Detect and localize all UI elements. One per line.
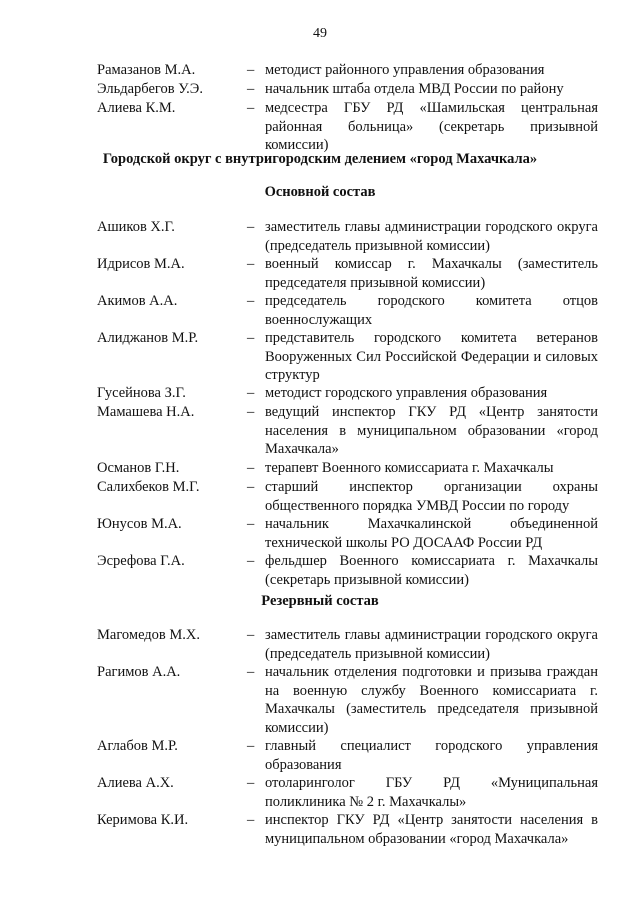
- member-name: Рамазанов М.А.: [97, 62, 196, 78]
- list-item: [0, 99, 640, 155]
- list-item: [0, 255, 640, 292]
- member-name: Салихбеков М.Г.: [97, 479, 200, 495]
- member-description: старший инспектор организации охраны общественного порядка УМВД России по городу: [265, 479, 598, 514]
- member-description: главный специалист городского управления образования: [265, 738, 598, 773]
- dash: –: [247, 219, 255, 235]
- member-description: методист районного управления образования: [265, 62, 545, 78]
- main-members-list: [0, 218, 640, 589]
- dash: –: [247, 627, 255, 643]
- dash: –: [247, 293, 255, 309]
- dash: –: [247, 479, 255, 495]
- reserve-composition-heading: Резервный состав: [261, 593, 379, 609]
- list-item: [0, 774, 640, 811]
- dash: –: [247, 62, 255, 78]
- dash: –: [247, 404, 255, 420]
- list-item: [0, 403, 640, 459]
- main-composition-heading: Основной состав: [264, 184, 376, 200]
- member-name: Османов Г.Н.: [97, 460, 180, 476]
- member-name: Рагимов А.А.: [97, 664, 181, 680]
- member-description: инспектор ГКУ РД «Центр занятости населения в муниципальном образовании «город Махачкала»: [265, 812, 598, 847]
- list-item: [0, 626, 640, 663]
- member-description: начальник Махачкалинской объединенной технической школы РО ДОСААФ России РД: [265, 516, 598, 551]
- list-item: [0, 384, 640, 403]
- city-heading: Городской округ с внутригородским делением «город Махачкала»: [102, 151, 538, 167]
- list-item: [0, 80, 640, 99]
- list-item: [0, 737, 640, 774]
- dash: –: [247, 738, 255, 754]
- list-item: [0, 329, 640, 384]
- member-name: Идрисов М.А.: [97, 256, 185, 272]
- member-description: ведущий инспектор ГКУ РД «Центр занятости населения в муниципальном образовании «город Махачкала»: [265, 404, 598, 457]
- member-description: председатель городского комитета отцов военнослужащих: [265, 293, 598, 328]
- member-description: терапевт Военного комиссариата г. Махачкалы: [265, 460, 554, 476]
- member-description: методист городского управления образования: [265, 385, 548, 401]
- member-description: начальник отделения подготовки и призыва граждан на военную службу Военного комиссариата г. Махачкалы (заместитель председателя призывной комиссии): [265, 664, 598, 736]
- member-description: заместитель главы администрации городского округа (председатель призывной комиссии): [265, 219, 598, 254]
- dash: –: [247, 812, 255, 828]
- reserve-members-list: [0, 626, 640, 848]
- list-item: [0, 515, 640, 552]
- list-item: [0, 292, 640, 329]
- member-name: Аглабов М.Р.: [97, 738, 178, 754]
- dash: –: [247, 100, 255, 116]
- member-description: фельдшер Военного комиссариата г. Махачкалы (секретарь призывной комиссии): [265, 553, 598, 588]
- member-name: Акимов А.А.: [97, 293, 178, 309]
- member-name: Алиева К.М.: [97, 100, 176, 116]
- list-item: [0, 61, 640, 80]
- member-name: Эсрефова Г.А.: [97, 553, 185, 569]
- dash: –: [247, 516, 255, 532]
- list-item: [0, 218, 640, 255]
- page-number: 49: [313, 26, 327, 41]
- dash: –: [247, 81, 255, 97]
- dash: –: [247, 256, 255, 272]
- dash: –: [247, 460, 255, 476]
- member-description: медсестра ГБУ РД «Шамильская центральная районная больница» (секретарь призывной комиссии): [265, 100, 598, 153]
- member-description: военный комиссар г. Махачкалы (заместитель председателя призывной комиссии): [265, 256, 598, 291]
- member-name: Магомедов М.Х.: [97, 627, 201, 643]
- list-item: [0, 478, 640, 515]
- member-name: Ашиков Х.Г.: [97, 219, 175, 235]
- list-item: [0, 811, 640, 848]
- dash: –: [247, 553, 255, 569]
- list-item: [0, 552, 640, 589]
- member-name: Мамашева Н.А.: [97, 404, 195, 420]
- list-item: [0, 459, 640, 478]
- dash: –: [247, 385, 255, 401]
- member-name: Гусейнова З.Г.: [97, 385, 186, 401]
- dash: –: [247, 775, 255, 791]
- member-description: заместитель главы администрации городского округа (председатель призывной комиссии): [265, 627, 598, 662]
- member-description: представитель городского комитета ветеранов Вооруженных Сил Российской Федерации и силовых структур: [265, 330, 598, 383]
- dash: –: [247, 330, 255, 346]
- member-name: Алиева А.Х.: [97, 775, 174, 791]
- member-description: отоларинголог ГБУ РД «Муниципальная поликлиника № 2 г. Махачкалы»: [265, 775, 598, 810]
- member-name: Юнусов М.А.: [97, 516, 182, 532]
- member-name: Алиджанов М.Р.: [97, 330, 199, 346]
- member-name: Эльдарбегов У.Э.: [97, 81, 203, 97]
- dash: –: [247, 664, 255, 680]
- member-name: Керимова К.И.: [97, 812, 189, 828]
- member-description: начальник штаба отдела МВД России по району: [265, 81, 564, 97]
- list-item: [0, 663, 640, 737]
- district-members-list: [0, 61, 640, 155]
